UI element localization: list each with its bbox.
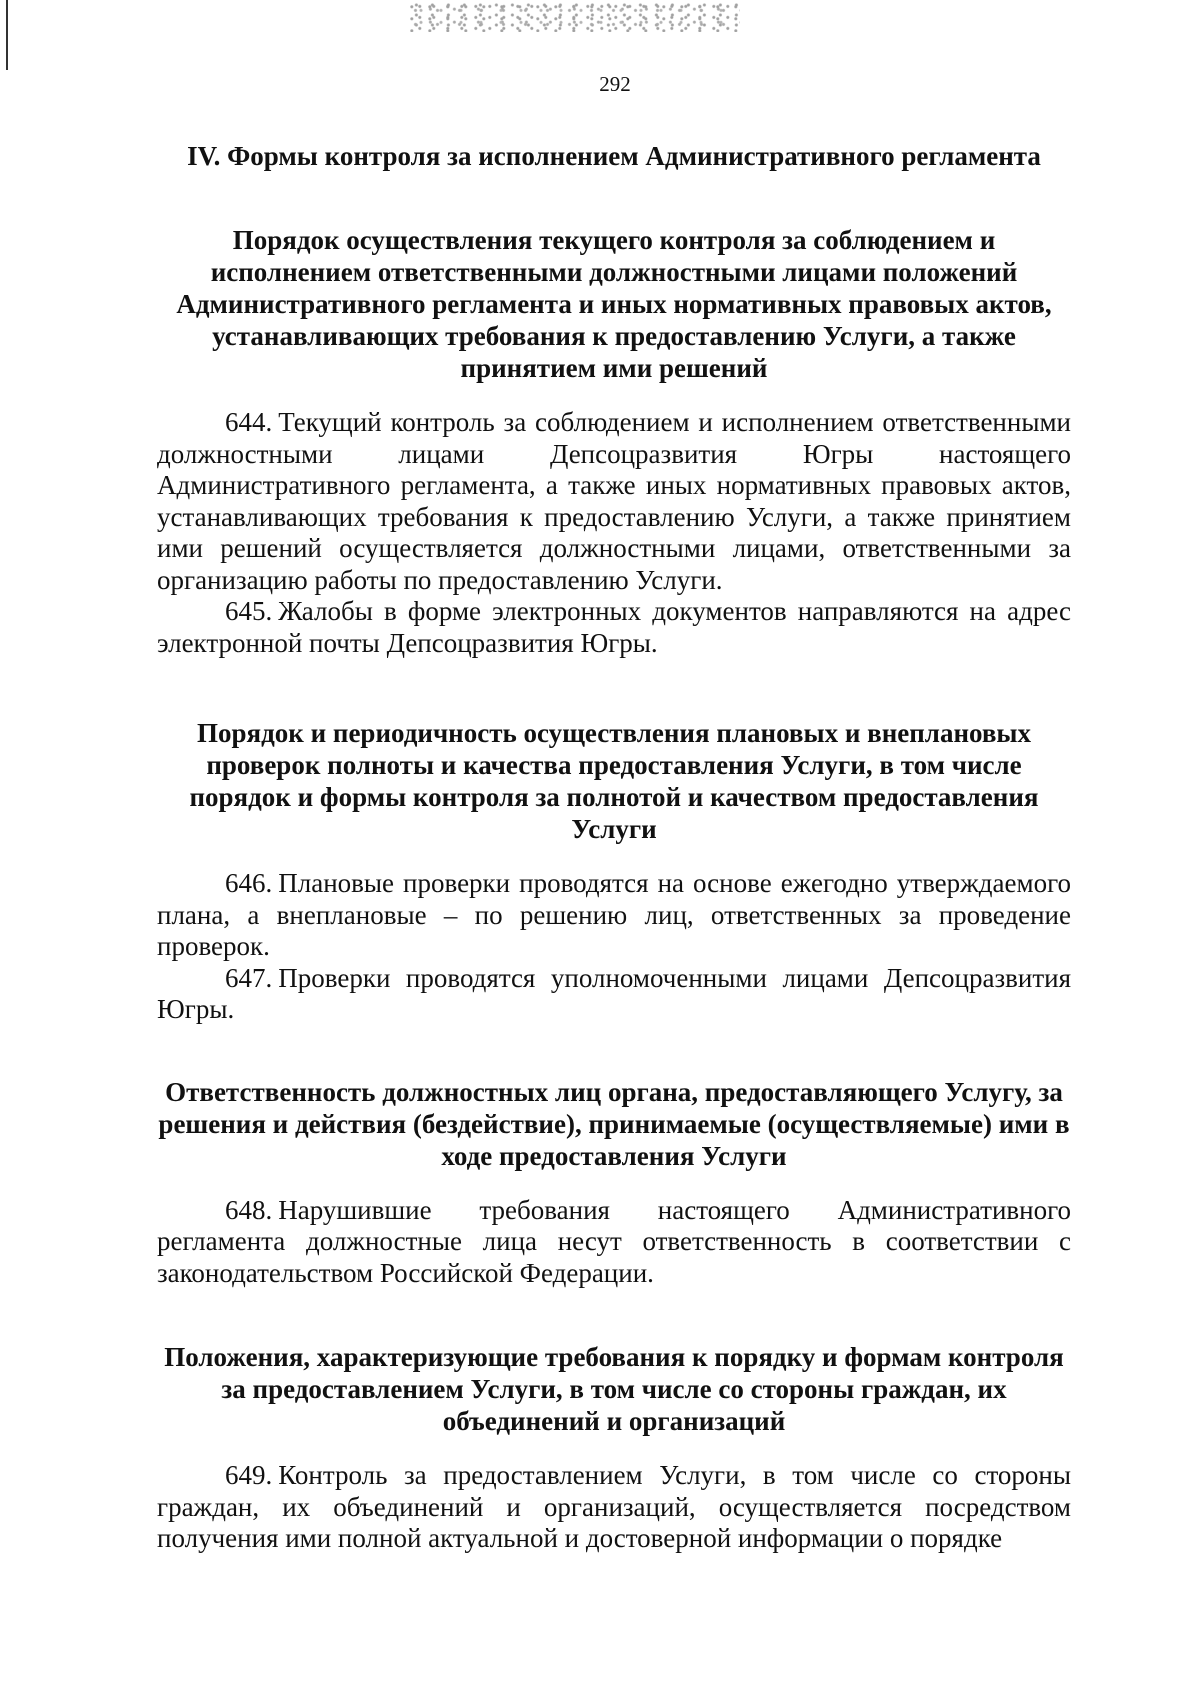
paragraph-644 <box>157 407 1071 596</box>
paragraph-number: 647. <box>225 962 273 993</box>
paragraph-text: Плановые проверки проводятся на основе ежегодно утверждаемого плана, а внеплановые – по решению лиц, ответственных за проведение проверок. <box>157 868 1071 961</box>
paragraph-645 <box>157 596 1071 659</box>
document-body <box>157 140 1071 1555</box>
paragraph-text: Текущий контроль за соблюдением и исполнением ответственными должностными лицами Депсоцразвития Югры настоящего Административного регламента, а также иных нормативных правовых актов, устанавливающих требования к предоставлению Услуги, а также принятием ими решений осуществляется должностными лицами, ответственными за организацию работы по предоставлению Услуги. <box>157 407 1071 595</box>
subheading-current-control: Порядок осуществления текущего контроля за соблюдением и исполнением ответственными должностными лицами положений Административного регламента и иных нормативных правовых актов, устанавливающих требования к предоставлению Услуги, а также принятием ими решений <box>176 225 1052 383</box>
paragraph-number: 646. <box>225 868 273 898</box>
paragraph-number: 645. <box>225 596 273 626</box>
paragraph-number: 649. <box>225 1460 273 1490</box>
page-number: 292 <box>599 72 631 96</box>
paragraph-text: Контроль за предоставлением Услуги, в том числе со стороны граждан, их объединений и организаций, осуществляется посредством получения ими полной актуальной и достоверной информации о порядке <box>157 1460 1071 1553</box>
subheading-responsibility: Ответственность должностных лиц органа, предоставляющего Услугу, за решения и действия (бездействие), принимаемые (осуществляемые) ими в ходе предоставления Услуги <box>158 1076 1070 1171</box>
paragraph-text: Нарушившие требования настоящего Административного регламента должностные лица несут ответственность в соответствии с законодательством Российской Федерации. <box>157 1194 1071 1288</box>
paragraph-647 <box>157 963 1071 1026</box>
subheading-citizen-control: Положения, характеризующие требования к порядку и формам контроля за предоставлением Услуги, в том числе со стороны граждан, их объединений и организаций <box>164 1342 1064 1436</box>
scan-edge-line <box>6 0 8 70</box>
scan-artifact <box>410 2 740 32</box>
paragraph-649 <box>157 1460 1071 1555</box>
paragraph-text: Проверки проводятся уполномоченными лицами Депсоцразвития Югры. <box>157 962 1071 1024</box>
paragraph-number: 648. <box>225 1194 273 1225</box>
subheading-inspections: Порядок и периодичность осуществления плановых и внеплановых проверок полноты и качества предоставления Услуги, в том числе порядок и формы контроля за полнотой и качеством предоставления Услуги <box>189 718 1039 844</box>
paragraph-text: Жалобы в форме электронных документов направляются на адрес электронной почты Депсоцразвития Югры. <box>157 596 1071 658</box>
paragraph-646 <box>157 868 1071 963</box>
section-title: IV. Формы контроля за исполнением Административного регламента <box>187 141 1041 171</box>
paragraph-648 <box>157 1195 1071 1290</box>
paragraph-number: 644. <box>225 407 273 437</box>
